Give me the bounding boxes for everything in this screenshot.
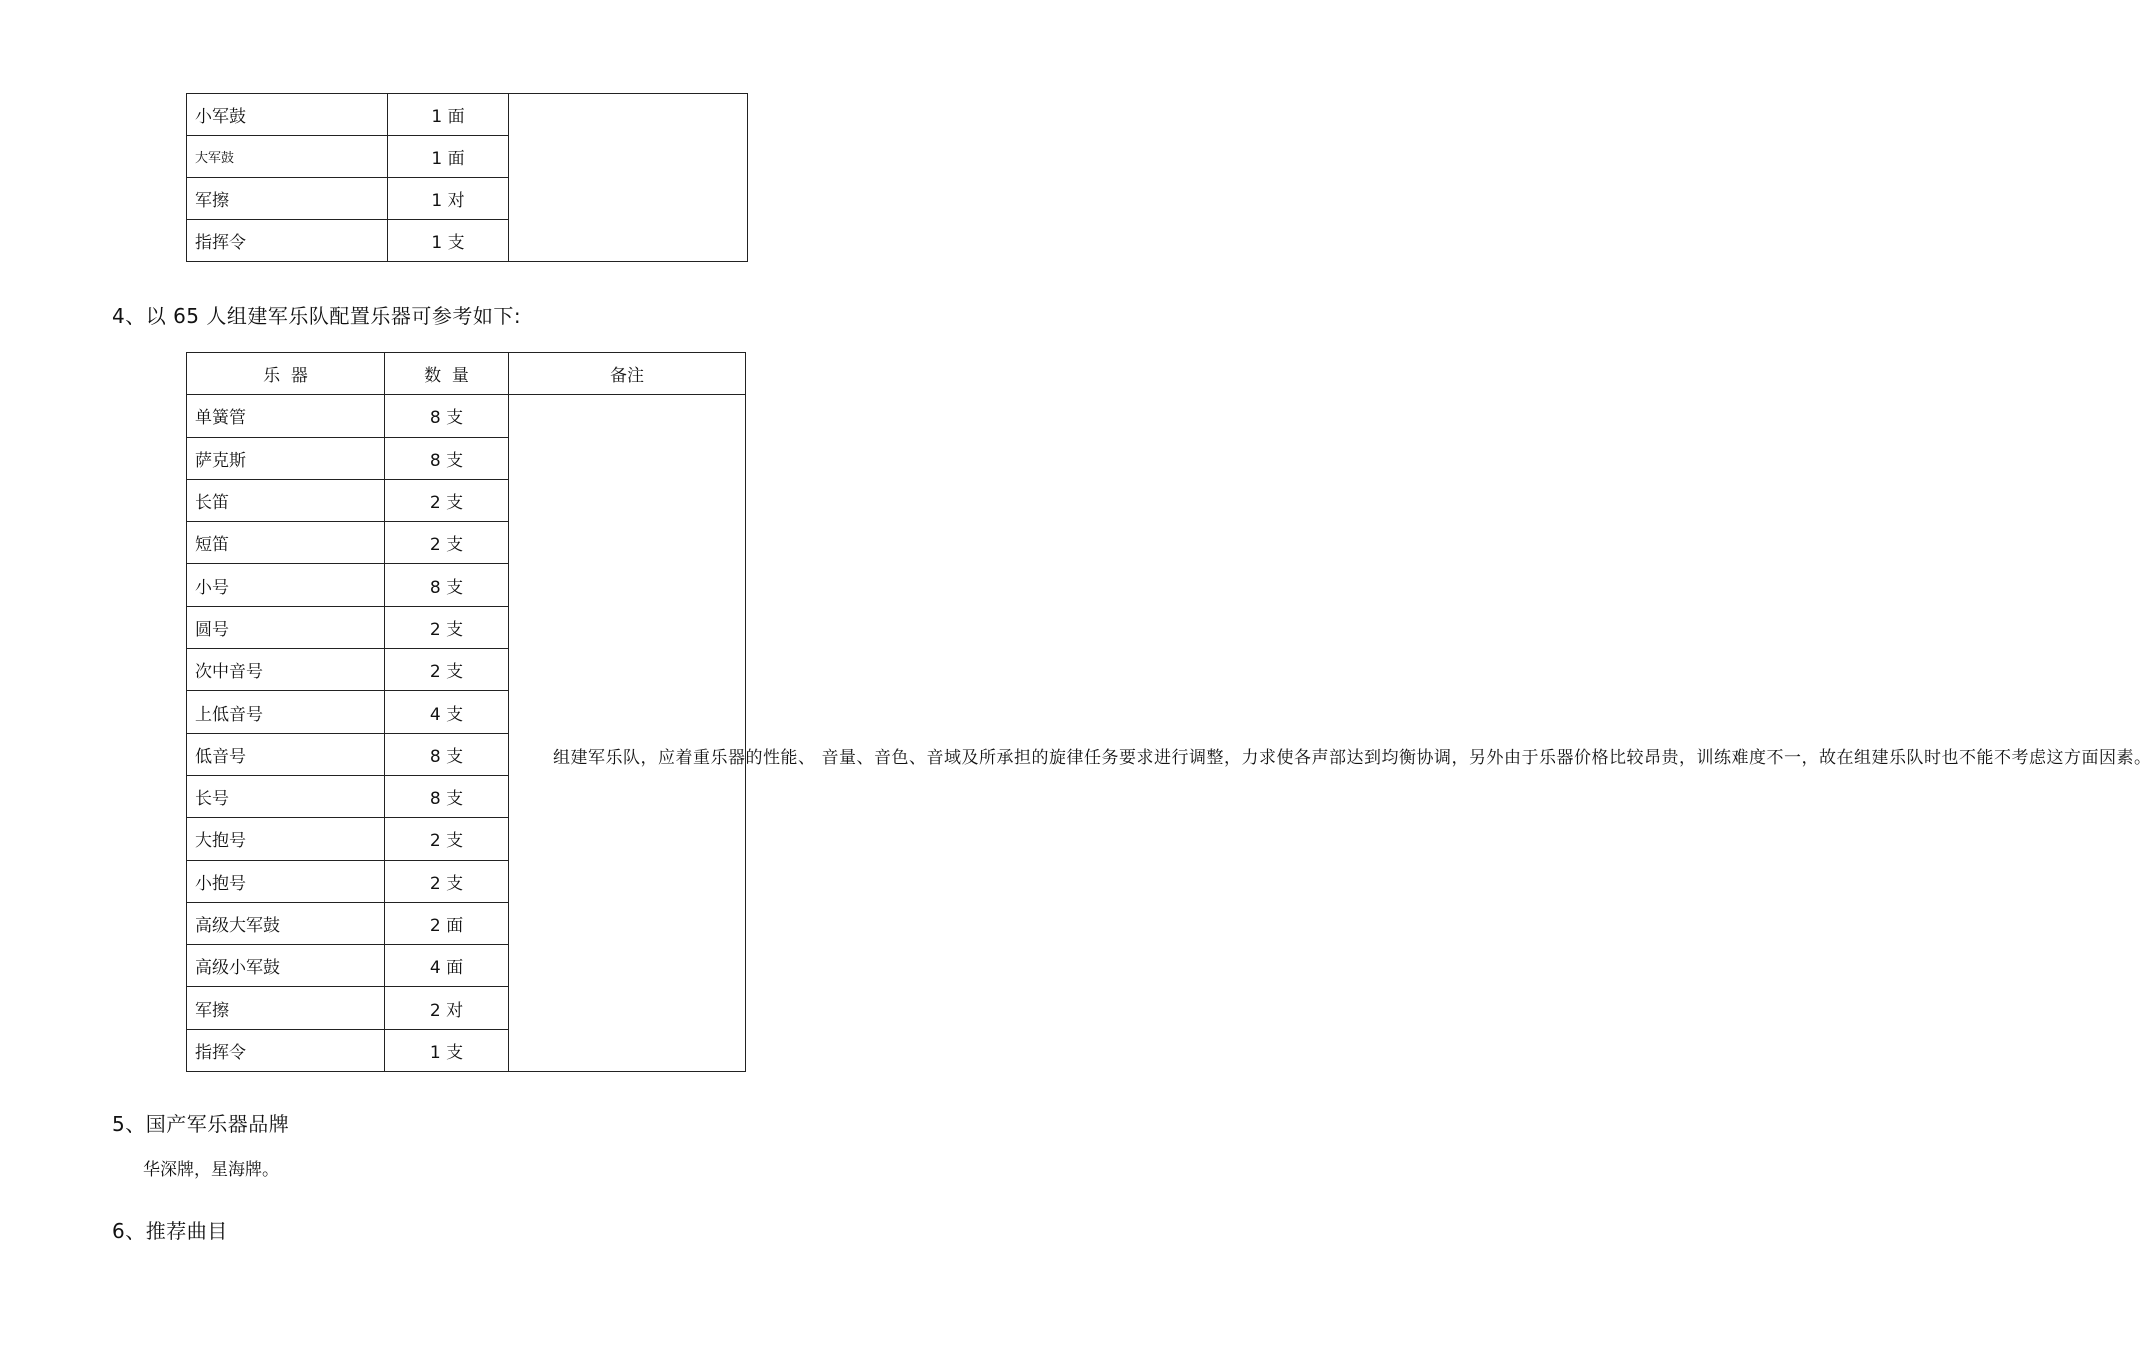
remark-cell: [509, 94, 748, 262]
instrument-name: 高级大军鼓: [187, 902, 385, 944]
section-5-heading: 5、国产军乐器品牌: [112, 1112, 290, 1136]
instrument-quantity: 1 面: [388, 136, 509, 178]
instrument-quantity: 8 支: [384, 775, 508, 817]
instrument-quantity: 4 面: [384, 945, 508, 987]
instrument-name: 指挥令: [187, 220, 388, 262]
instrument-quantity: 2 面: [384, 902, 508, 944]
column-header-instrument: 乐 器: [187, 353, 385, 395]
instrument-quantity: 8 支: [384, 437, 508, 479]
instrument-quantity: 2 支: [384, 649, 508, 691]
column-header-remark: 备注: [509, 353, 746, 395]
instrument-name: 长笛: [187, 479, 385, 521]
instrument-name: 大抱号: [187, 818, 385, 860]
instrument-quantity: 1 支: [384, 1029, 508, 1071]
instrument-name: 军擦: [187, 987, 385, 1029]
instrument-quantity: 1 面: [388, 94, 509, 136]
instrument-name: 低音号: [187, 733, 385, 775]
instrument-quantity: 2 支: [384, 860, 508, 902]
instrument-quantity: 2 支: [384, 818, 508, 860]
table-header-row: [187, 353, 746, 395]
column-header-quantity: 数 量: [384, 353, 508, 395]
section-4-heading: 4、以 65 人组建军乐队配置乐器可参考如下:: [112, 304, 522, 328]
instrument-quantity: 2 支: [384, 606, 508, 648]
instrument-quantity: 2 支: [384, 522, 508, 564]
instrument-name: 次中音号: [187, 649, 385, 691]
table-row: [187, 395, 746, 437]
instrument-name: 长号: [187, 775, 385, 817]
remark-note: 组建军乐队，应着重乐器的性能、 音量、音色、音域及所承担的旋律任务要求进行调整，力求使各声部达到均衡协调，另外由于乐器价格比较昂贵，训练难度不一，故在组建乐队时也不能不考虑这方面因素。: [509, 395, 746, 1072]
instrument-name: 小抱号: [187, 860, 385, 902]
instrument-name: 指挥令: [187, 1029, 385, 1071]
instrument-quantity: 8 支: [384, 733, 508, 775]
instrument-config-table: [186, 352, 2151, 1072]
instrument-quantity: 8 支: [384, 564, 508, 606]
brand-list: 华深牌，星海牌。: [143, 1160, 279, 1180]
instrument-quantity: 2 对: [384, 987, 508, 1029]
instrument-quantity: 2 支: [384, 479, 508, 521]
instrument-quantity: 1 支: [388, 220, 509, 262]
table-row: [187, 94, 748, 136]
instrument-name: 大军鼓: [187, 136, 388, 178]
instrument-name: 短笛: [187, 522, 385, 564]
instrument-name: 小号: [187, 564, 385, 606]
section-6-heading: 6、推荐曲目: [112, 1219, 228, 1243]
instrument-name: 军擦: [187, 178, 388, 220]
instrument-quantity: 4 支: [384, 691, 508, 733]
instrument-name: 上低音号: [187, 691, 385, 733]
instrument-table-continued: [186, 93, 748, 262]
instrument-name: 圆号: [187, 606, 385, 648]
instrument-name: 小军鼓: [187, 94, 388, 136]
instrument-name: 单簧管: [187, 395, 385, 437]
instrument-quantity: 1 对: [388, 178, 509, 220]
instrument-name: 萨克斯: [187, 437, 385, 479]
instrument-name: 高级小军鼓: [187, 945, 385, 987]
instrument-quantity: 8 支: [384, 395, 508, 437]
